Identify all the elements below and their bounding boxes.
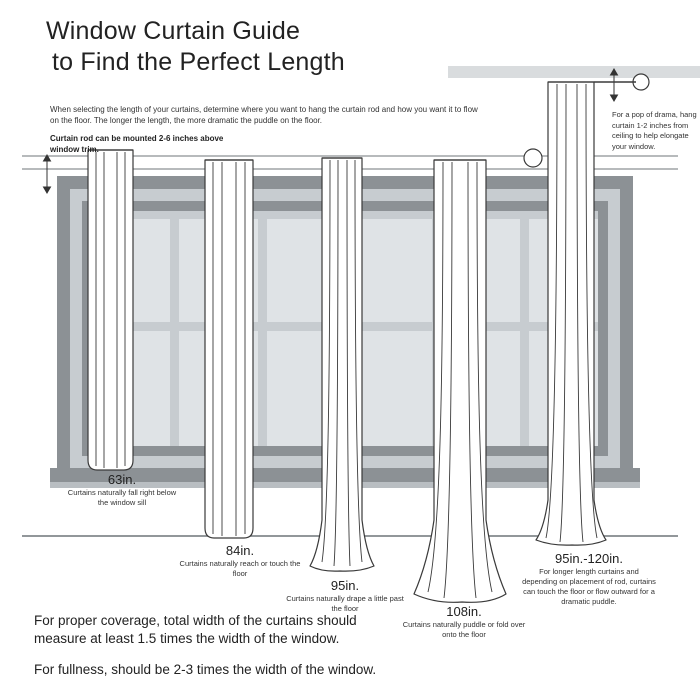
label-95-120in [522,551,656,607]
curtain-panel-63 [88,150,133,470]
label-108in-desc: Curtains naturally puddle or fold over onto the floor [402,620,526,639]
page-title [46,16,345,78]
label-63in-length: 63in. [107,472,137,487]
label-95in-desc: Curtains naturally drape a little past the floor [286,594,404,613]
curtain-panel-84 [205,160,253,538]
footer-coverage-note: For proper coverage, total width of the curtains should measure at least 1.5 times the width of the window. [34,613,357,646]
title-line-2: to Find the Perfect Length [52,48,345,76]
label-84in-length: 84in. [225,543,255,558]
label-84in [178,543,302,579]
label-95in [283,578,407,614]
label-95-120in-length: 95in.-120in. [555,551,623,566]
label-63in-desc: Curtains naturally fall right below the window sill [67,488,177,507]
intro-paragraph: When selecting the length of your curtains, determine where you want to hang the curtain rod and how you want it to flow on the floor. The longer the length, the more dramatic the puddle on the floor. [50,105,478,125]
footer-fullness-note: For fullness, should be 2-3 times the width of the window. [34,662,377,677]
rod-mount-note: Curtain rod can be mounted 2-6 inches above window trim. [50,134,224,154]
label-95-120in-desc: For longer length curtains and depending on placement of rod, curtains can touch the floor or flow outward for a dramatic puddle. [522,567,656,606]
rod-finial-left [524,149,542,167]
label-95in-length: 95in. [330,578,360,593]
label-84in-desc: Curtains naturally reach or touch the floor [179,559,301,578]
label-108in [400,604,528,640]
ceiling-band [448,66,700,78]
label-108in-length: 108in. [446,604,482,619]
label-63in [62,472,182,508]
title-line-1: Window Curtain Guide [46,17,301,45]
drama-tip-note: For a pop of drama, hang curtain 1-2 inches from ceiling to help elongate your window. [612,110,697,151]
